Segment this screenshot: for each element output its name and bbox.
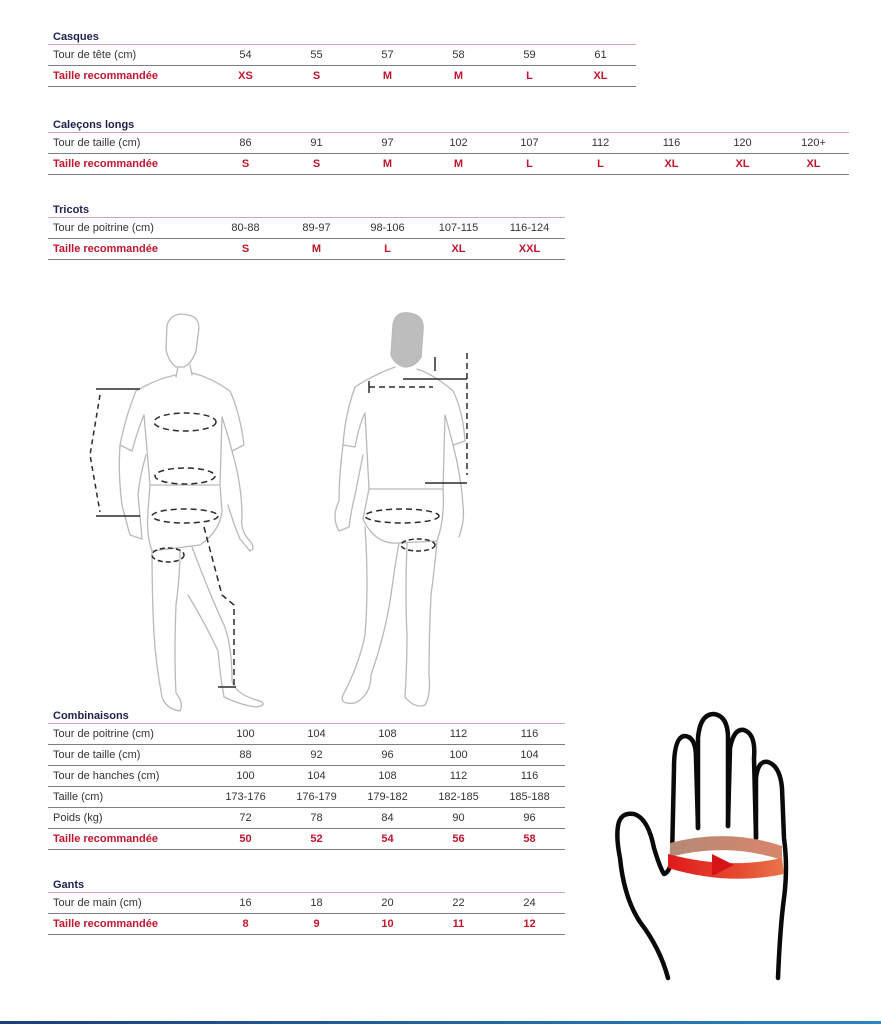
size-table (48, 132, 849, 175)
band-back-icon (670, 836, 782, 860)
value-cell: 24 (494, 893, 565, 914)
value-cell: 59 (494, 45, 565, 66)
value-cell: 18 (281, 893, 352, 914)
value-cell: 97 (352, 133, 423, 154)
value-cell: 100 (210, 724, 281, 745)
section-title: Gants (53, 879, 85, 891)
value-cell: 104 (494, 745, 565, 766)
value-cell: 108 (352, 766, 423, 787)
value-cell: 90 (423, 808, 494, 829)
size-cell: M (352, 66, 423, 87)
value-cell: 61 (565, 45, 636, 66)
size-cell: XL (707, 154, 778, 175)
measurement-row (48, 808, 565, 829)
value-cell: 100 (423, 745, 494, 766)
size-cell: 58 (494, 829, 565, 850)
section-combinaisons (48, 709, 565, 850)
value-cell: 86 (210, 133, 281, 154)
value-cell: 182-185 (423, 787, 494, 808)
value-cell: 58 (423, 45, 494, 66)
section-tricots (48, 203, 565, 260)
row-label: Tour de hanches (cm) (48, 766, 210, 787)
size-table (48, 723, 565, 850)
size-cell: S (210, 239, 281, 260)
value-cell: 16 (210, 893, 281, 914)
row-label: Tour de poitrine (cm) (48, 724, 210, 745)
row-label: Tour de main (cm) (48, 893, 210, 914)
size-table (48, 44, 636, 87)
row-label: Taille (cm) (48, 787, 210, 808)
row-label: Poids (kg) (48, 808, 210, 829)
value-cell: 88 (210, 745, 281, 766)
recommended-size-row (48, 66, 636, 87)
size-cell: L (565, 154, 636, 175)
row-label: Tour de poitrine (cm) (48, 218, 210, 239)
size-cell: L (494, 66, 565, 87)
size-cell: 50 (210, 829, 281, 850)
value-cell: 112 (565, 133, 636, 154)
measurement-row (48, 745, 565, 766)
value-cell: 116 (636, 133, 707, 154)
value-cell: 102 (423, 133, 494, 154)
value-cell: 89-97 (281, 218, 352, 239)
value-cell: 84 (352, 808, 423, 829)
section-title: Caleçons longs (53, 119, 135, 131)
value-cell: 107 (494, 133, 565, 154)
size-cell: 9 (281, 914, 352, 935)
row-label: Taille recommandée (48, 914, 210, 935)
recommended-size-row (48, 154, 849, 175)
section-casques (48, 30, 636, 87)
row-label: Taille recommandée (48, 66, 210, 87)
value-cell: 120+ (778, 133, 849, 154)
value-cell: 100 (210, 766, 281, 787)
size-cell: 10 (352, 914, 423, 935)
section-calecons-longs (48, 118, 849, 175)
value-cell: 80-88 (210, 218, 281, 239)
size-cell: 11 (423, 914, 494, 935)
section-gants (48, 878, 565, 935)
size-cell: 52 (281, 829, 352, 850)
size-cell: XL (778, 154, 849, 175)
size-cell: XL (636, 154, 707, 175)
value-cell: 92 (281, 745, 352, 766)
row-label: Taille recommandée (48, 829, 210, 850)
measurement-row (48, 133, 849, 154)
recommended-size-row (48, 829, 565, 850)
value-cell: 96 (494, 808, 565, 829)
value-cell: 57 (352, 45, 423, 66)
recommended-size-row (48, 914, 565, 935)
measurement-row (48, 724, 565, 745)
value-cell: 54 (210, 45, 281, 66)
value-cell: 112 (423, 724, 494, 745)
section-title: Tricots (53, 204, 90, 216)
size-cell: XL (423, 239, 494, 260)
measurement-row (48, 45, 636, 66)
value-cell: 116 (494, 766, 565, 787)
value-cell: 179-182 (352, 787, 423, 808)
value-cell: 185-188 (494, 787, 565, 808)
size-cell: 8 (210, 914, 281, 935)
row-label: Tour de taille (cm) (48, 745, 210, 766)
value-cell: 20 (352, 893, 423, 914)
measurement-row (48, 893, 565, 914)
value-cell: 116-124 (494, 218, 565, 239)
measurement-row (48, 766, 565, 787)
value-cell: 91 (281, 133, 352, 154)
section-title: Casques (53, 31, 99, 43)
value-cell: 72 (210, 808, 281, 829)
size-cell: 12 (494, 914, 565, 935)
size-cell: S (281, 154, 352, 175)
value-cell: 120 (707, 133, 778, 154)
row-label: Taille recommandée (48, 239, 210, 260)
size-cell: XS (210, 66, 281, 87)
size-table (48, 892, 565, 935)
value-cell: 96 (352, 745, 423, 766)
size-cell: M (281, 239, 352, 260)
value-cell: 112 (423, 766, 494, 787)
size-cell: L (494, 154, 565, 175)
size-cell: 54 (352, 829, 423, 850)
body-front-figure (80, 305, 280, 717)
measurement-row (48, 218, 565, 239)
size-cell: M (352, 154, 423, 175)
size-table (48, 217, 565, 260)
section-title: Combinaisons (53, 710, 129, 722)
value-cell: 55 (281, 45, 352, 66)
hand-figure (610, 708, 790, 993)
row-label: Tour de tête (cm) (48, 45, 210, 66)
value-cell: 22 (423, 893, 494, 914)
recommended-size-row (48, 239, 565, 260)
value-cell: 116 (494, 724, 565, 745)
value-cell: 108 (352, 724, 423, 745)
size-cell: S (210, 154, 281, 175)
value-cell: 173-176 (210, 787, 281, 808)
size-cell: 56 (423, 829, 494, 850)
row-label: Taille recommandée (48, 154, 210, 175)
value-cell: 107-115 (423, 218, 494, 239)
size-cell: S (281, 66, 352, 87)
row-label: Tour de taille (cm) (48, 133, 210, 154)
size-cell: L (352, 239, 423, 260)
value-cell: 104 (281, 724, 352, 745)
size-cell: XXL (494, 239, 565, 260)
value-cell: 176-179 (281, 787, 352, 808)
size-cell: M (423, 154, 494, 175)
size-cell: XL (565, 66, 636, 87)
value-cell: 78 (281, 808, 352, 829)
value-cell: 104 (281, 766, 352, 787)
value-cell: 98-106 (352, 218, 423, 239)
size-cell: M (423, 66, 494, 87)
measurement-row (48, 787, 565, 808)
body-back-figure (325, 305, 485, 717)
